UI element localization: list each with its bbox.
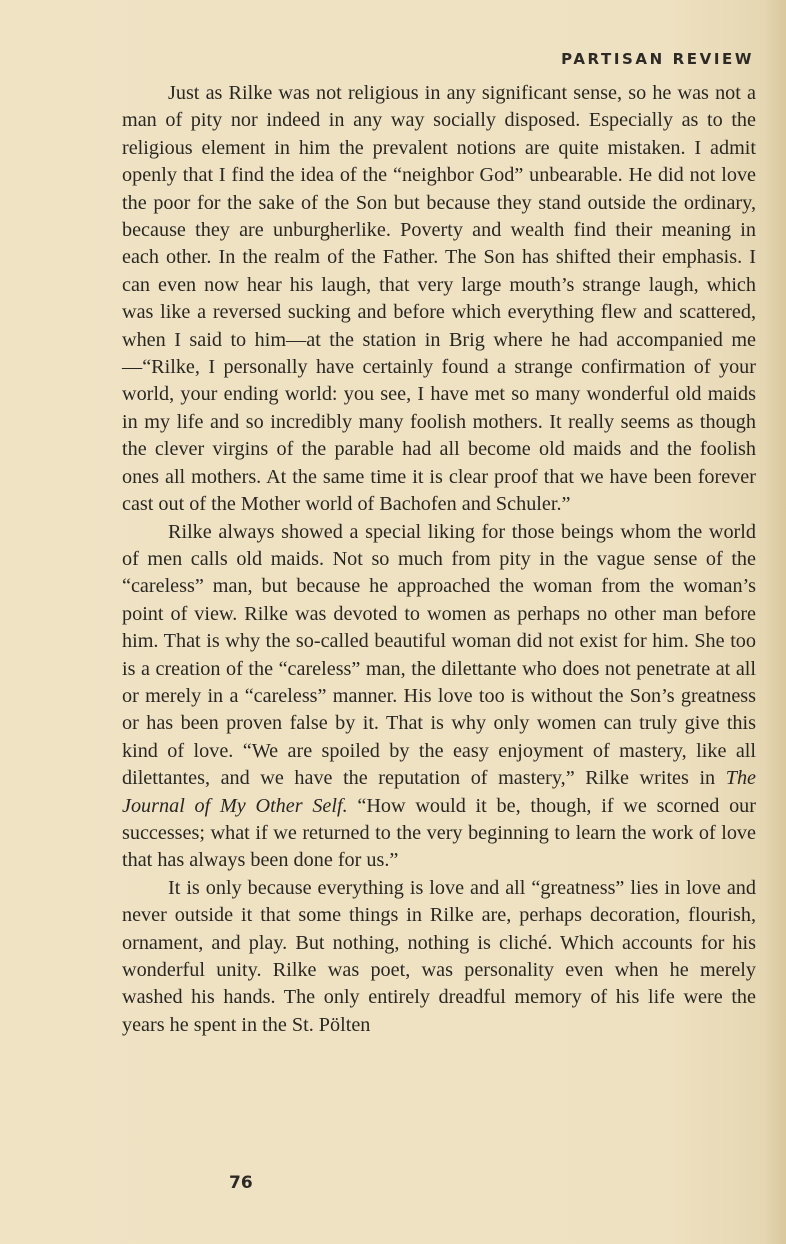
- paragraph-3: It is only because everything is love and all “greatness” lies in love and never outside it that some things in Rilke are, perhaps decoration, flourish, ornament, and play. But nothing, nothing is cliché. Which accounts for his wonderful unity. Rilke was poet, was personality even when he merely washed his hands. The only entirely dreadful memory of his life were the years he spent in the St. Pölten: [122, 876, 756, 1036]
- paragraph-2: [122, 519, 756, 875]
- running-header: PARTISAN REVIEW: [561, 50, 754, 68]
- book-title: The Journal of My Other Self.: [122, 767, 756, 817]
- paragraph-2-before: Rilke always showed a special liking for those beings whom the world of men calls old maids. Not so much from pity in the vague sense of the “careless” man, but because he approached the woman from the woman’s point of view. Rilke was devoted to women as perhaps no other man before him. That is why the so-called beautiful woman did not exist for him. She too is a creation of the “careless” man, the dilettante who does not penetrate at all or merely in a “careless” manner. His love too is without the Son’s greatness or has been proven false by it. That is why only women can truly give this kind of love. “We are spoiled by the easy enjoyment of mastery, like all dilettantes, and we have the reputation of mastery,” Rilke writes in: [122, 520, 756, 790]
- body-text: [122, 80, 756, 1039]
- paragraph-1: Just as Rilke was not religious in any significant sense, so he was not a man of pity nor indeed in any way socially disposed. Especially as to the religious element in him the prevalent notions are quite mistaken. I admit openly that I find the idea of the “neighbor God” unbearable. He did not love the poor for the sake of the Son but because they stand outside the ordinary, because they are unburgherlike. Poverty and wealth find their meaning in each other. In the realm of the Father. The Son has shifted their emphasis. I can even now hear his laugh, that very large mouth’s strange laugh, which was like a reversed sucking and before which everything flew and scattered, when I said to him—at the station in Brig where he had accompanied me—“Rilke, I personally have certainly found a strange confirmation of your world, your ending world: you see, I have met so many wonderful old maids in my life and so incredibly many foolish mothers. It really seems as though the clever virgins of the parable had all become old maids and the foolish ones all mothers. At the same time it is clear proof that we have been forever cast out of the Mother world of Bachofen and Schuler.”: [122, 82, 756, 516]
- page-number: 76: [229, 1173, 253, 1193]
- paragraph-2-after: “How would it be, though, if we scorned our successes; what if we returned to the very beginning to learn the work of love that has always been done for us.”: [122, 794, 756, 872]
